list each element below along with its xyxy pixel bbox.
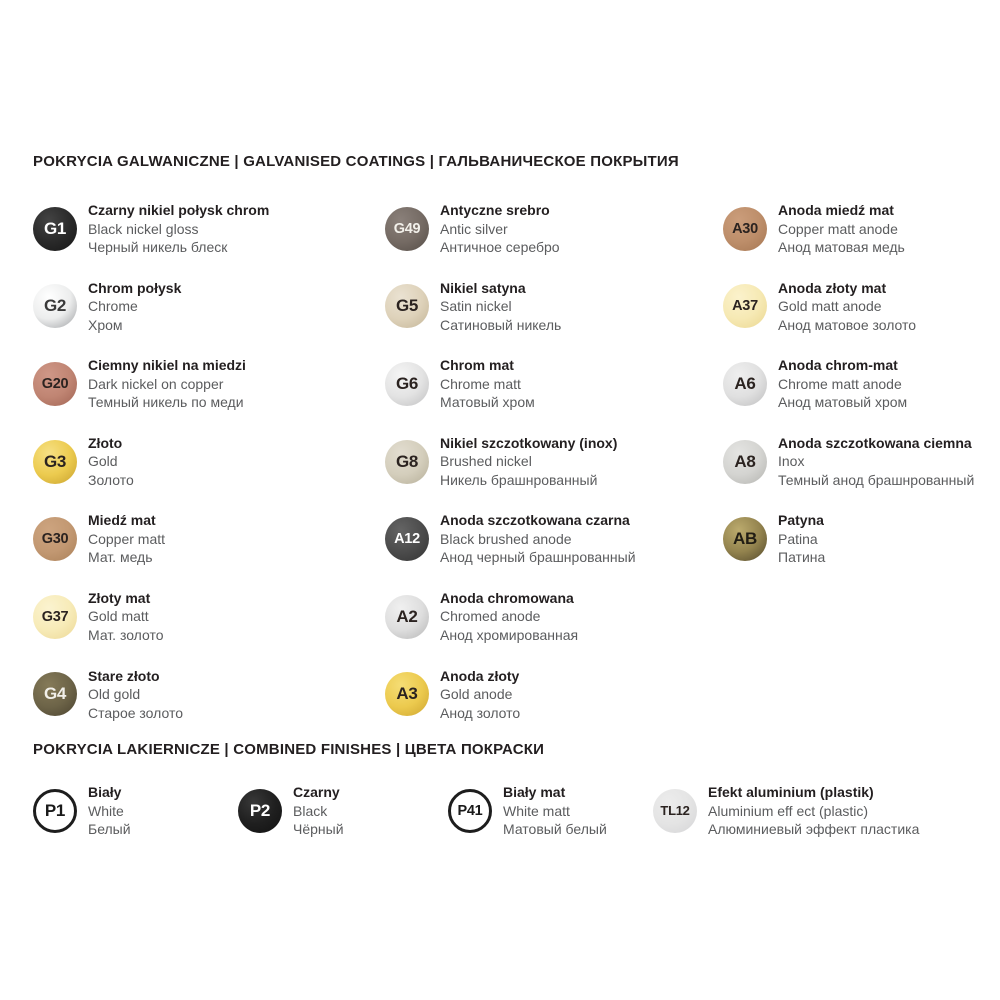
finish-names <box>440 667 520 723</box>
finish-code: A8 <box>734 451 756 471</box>
finish-name-ru: Анод матовая медь <box>778 239 905 255</box>
finish-name-ru: Никель брашнрованный <box>440 471 598 488</box>
finish-name-pl: Anoda chromowana <box>440 589 574 606</box>
finish-names <box>88 201 269 257</box>
finish-name-pl: Anoda chrom-mat <box>778 357 898 374</box>
finish-name-en: Chrome <box>88 298 138 315</box>
finish-names <box>778 356 907 412</box>
finish-name-pl: Złoto <box>88 434 123 451</box>
finish-name-en: White matt <box>503 802 570 819</box>
finish-swatch-item <box>33 783 238 839</box>
finish-code: AB <box>733 529 757 549</box>
finish-name-pl: Nikiel szczotkowany (inox) <box>440 434 618 451</box>
galvanised-coatings-grid <box>33 201 978 744</box>
finish-name-ru: Темный никель по меди <box>88 394 244 411</box>
finish-name-ru: Анод матовое золото <box>778 316 917 333</box>
finish-names <box>708 783 919 839</box>
finish-code: A12 <box>394 531 420 548</box>
finish-swatch-item <box>33 279 385 335</box>
finish-names <box>440 279 561 335</box>
finish-names <box>778 279 916 335</box>
finish-name-ru: Мат. медь <box>88 549 153 566</box>
finish-swatch-item <box>723 434 978 490</box>
finish-name-pl: Efekt aluminium (plastik) <box>708 784 874 800</box>
finish-name-en: Dark nickel on copper <box>88 375 224 392</box>
finish-swatch-item <box>33 356 385 412</box>
finish-names <box>778 434 974 490</box>
finish-swatch-item <box>33 511 385 567</box>
finish-names <box>88 667 183 723</box>
finish-name-pl: Antyczne srebro <box>440 202 550 218</box>
finish-swatch-item <box>385 667 723 723</box>
finish-name-en: Gold anode <box>440 686 513 703</box>
finish-name-pl: Biały <box>88 784 122 800</box>
finish-name-en: Gold matt <box>88 608 149 625</box>
finish-swatch-item <box>448 783 653 839</box>
finish-swatch-circle <box>723 517 767 561</box>
finish-name-ru: Мат. золото <box>88 626 164 643</box>
finish-names <box>88 279 181 335</box>
finish-name-ru: Алюминиевый эффект пластика <box>708 821 920 837</box>
finish-code: G3 <box>43 451 67 471</box>
finish-swatch-circle <box>385 207 429 251</box>
finish-name-pl: Anoda złoty mat <box>778 279 887 296</box>
finish-swatch-item <box>385 589 723 645</box>
finish-swatch-item <box>238 783 448 839</box>
finish-names <box>88 511 165 567</box>
finish-name-en: Black nickel gloss <box>88 220 199 237</box>
finish-name-ru: Патина <box>778 549 826 566</box>
finish-code: G1 <box>43 218 67 238</box>
finish-name-en: Chrome matt <box>440 375 521 392</box>
finish-name-ru: Матовый хром <box>440 394 535 411</box>
finish-name-pl: Stare złoto <box>88 667 160 684</box>
finish-names <box>88 589 164 645</box>
finish-name-pl: Chrom połysk <box>88 279 182 296</box>
finish-swatch-circle <box>385 517 429 561</box>
finish-code: G2 <box>43 296 67 316</box>
finish-swatch-circle <box>33 517 77 561</box>
finish-swatch-circle <box>33 672 77 716</box>
finish-swatch-item <box>33 201 385 257</box>
finish-swatch-item <box>385 201 723 257</box>
finish-swatch-circle <box>385 672 429 716</box>
finish-code: G49 <box>393 220 421 237</box>
finish-name-pl: Anoda szczotkowana ciemna <box>778 434 972 451</box>
finish-code: G20 <box>41 375 69 392</box>
finish-names <box>293 783 344 839</box>
finish-name-en: Patina <box>778 530 818 547</box>
finish-swatch-item <box>33 589 385 645</box>
finish-code: P41 <box>457 802 483 819</box>
finish-swatch-item <box>723 511 978 567</box>
finish-names <box>88 434 134 490</box>
finish-names <box>440 511 636 567</box>
finish-swatch-item <box>385 279 723 335</box>
finish-name-ru: Античное серебро <box>440 239 560 255</box>
finish-name-pl: Złoty mat <box>88 589 151 606</box>
finish-swatch-item <box>385 356 723 412</box>
finish-swatch-circle <box>723 207 767 251</box>
finish-name-pl: Anoda szczotkowana czarna <box>440 512 630 529</box>
finish-name-ru: Белый <box>88 821 131 837</box>
finish-name-ru: Хром <box>88 316 123 333</box>
finish-swatch-circle <box>723 362 767 406</box>
finish-name-en: Chromed anode <box>440 608 541 625</box>
finish-swatch-circle <box>33 207 77 251</box>
finish-swatch-item <box>723 279 978 335</box>
finish-name-pl: Chrom mat <box>440 357 514 374</box>
finish-name-en: Gold <box>88 453 118 470</box>
finish-swatch-circle <box>33 789 77 833</box>
finish-code: TL12 <box>660 803 690 819</box>
finish-swatch-item <box>723 356 978 412</box>
finish-swatch-circle <box>653 789 697 833</box>
finish-name-pl: Ciemny nikiel na miedzi <box>88 357 246 374</box>
finish-names <box>88 783 131 839</box>
finish-swatch-circle <box>385 440 429 484</box>
finish-code: A2 <box>396 606 418 626</box>
finish-name-pl: Biały mat <box>503 784 566 800</box>
finish-name-ru: Анод матовый хром <box>778 394 908 411</box>
finish-swatch-circle <box>385 284 429 328</box>
finish-name-en: Old gold <box>88 686 141 703</box>
finish-swatch-circle <box>723 440 767 484</box>
finish-code: P2 <box>249 800 271 820</box>
finish-name-pl: Anoda miedź mat <box>778 202 894 218</box>
finish-name-en: White <box>88 802 124 819</box>
finish-name-en: Copper matt anode <box>778 220 898 237</box>
finish-name-ru: Черный никель блеск <box>88 239 228 255</box>
finish-name-en: Brushed nickel <box>440 453 532 470</box>
finish-name-ru: Сатиновый никель <box>440 316 562 333</box>
finish-swatch-circle <box>33 595 77 639</box>
finish-code: G5 <box>395 296 419 316</box>
finish-swatch-item <box>653 783 978 839</box>
finish-swatch-circle <box>385 595 429 639</box>
finish-name-ru: Золото <box>88 471 134 488</box>
finish-code: G30 <box>41 531 69 548</box>
finish-code: A37 <box>732 298 758 315</box>
finish-code: G37 <box>41 608 69 625</box>
finish-name-en: Inox <box>778 453 805 470</box>
finish-code: G6 <box>395 373 419 393</box>
finish-code: G8 <box>395 451 419 471</box>
finish-names <box>88 356 246 412</box>
finish-name-ru: Матовый белый <box>503 821 607 837</box>
finish-name-pl: Nikiel satyna <box>440 279 526 296</box>
finish-name-pl: Miedź mat <box>88 512 156 529</box>
finish-names <box>440 201 560 257</box>
finish-swatch-circle <box>448 789 492 833</box>
finish-names <box>440 356 535 412</box>
finish-swatch-circle <box>33 362 77 406</box>
section-title-lacquered: POKRYCIA LAKIERNICZE | COMBINED FINISHES | ЦВЕТА ПОКРАСКИ <box>33 741 545 758</box>
finish-name-en: Aluminium eff ect (plastic) <box>708 802 869 819</box>
finish-swatch-item <box>385 434 723 490</box>
section-title-galvanised: POKRYCIA GALWANICZNE | GALVANISED COATINGS | ГАЛЬВАНИЧЕСКОЕ ПОКРЫТИЯ <box>33 153 679 170</box>
finish-name-pl: Czarny nikiel połysk chrom <box>88 202 270 218</box>
finish-name-en: Gold matt anode <box>778 298 882 315</box>
finish-name-ru: Анод золото <box>440 704 521 721</box>
finish-name-en: Antic silver <box>440 220 508 237</box>
finish-name-ru: Чёрный <box>293 821 344 837</box>
finish-swatch-circle <box>723 284 767 328</box>
finish-name-pl: Patyna <box>778 512 824 529</box>
finish-swatch-item <box>385 511 723 567</box>
finish-name-pl: Anoda złoty <box>440 667 520 684</box>
finish-names <box>440 434 617 490</box>
finish-names <box>440 589 578 645</box>
combined-finishes-row <box>33 783 978 839</box>
finish-name-en: Black <box>293 802 328 819</box>
finish-name-ru: Темный анод брашнрованный <box>778 471 975 488</box>
finish-names <box>778 201 905 257</box>
finish-name-ru: Анод черный брашнрованный <box>440 549 636 566</box>
finish-swatch-circle <box>33 440 77 484</box>
finish-name-ru: Анод хромированная <box>440 626 579 643</box>
finish-name-en: Satin nickel <box>440 298 512 315</box>
finish-names <box>778 511 825 567</box>
finish-swatch-item <box>33 434 385 490</box>
finish-code: P1 <box>44 800 66 820</box>
finish-swatch-circle <box>385 362 429 406</box>
finish-code: A30 <box>732 220 758 237</box>
finish-swatch-item <box>723 201 978 257</box>
finish-name-en: Chrome matt anode <box>778 375 902 392</box>
finish-code: A3 <box>396 684 418 704</box>
finish-swatch-item <box>33 667 385 723</box>
finish-code: G4 <box>43 684 67 704</box>
finish-code: A6 <box>734 373 756 393</box>
finish-swatch-circle <box>33 284 77 328</box>
finish-swatch-circle <box>238 789 282 833</box>
finish-name-en: Copper matt <box>88 530 166 547</box>
finish-name-pl: Czarny <box>293 784 340 800</box>
finish-name-ru: Старое золото <box>88 704 183 721</box>
finish-names <box>503 783 607 839</box>
finish-name-en: Black brushed anode <box>440 530 572 547</box>
